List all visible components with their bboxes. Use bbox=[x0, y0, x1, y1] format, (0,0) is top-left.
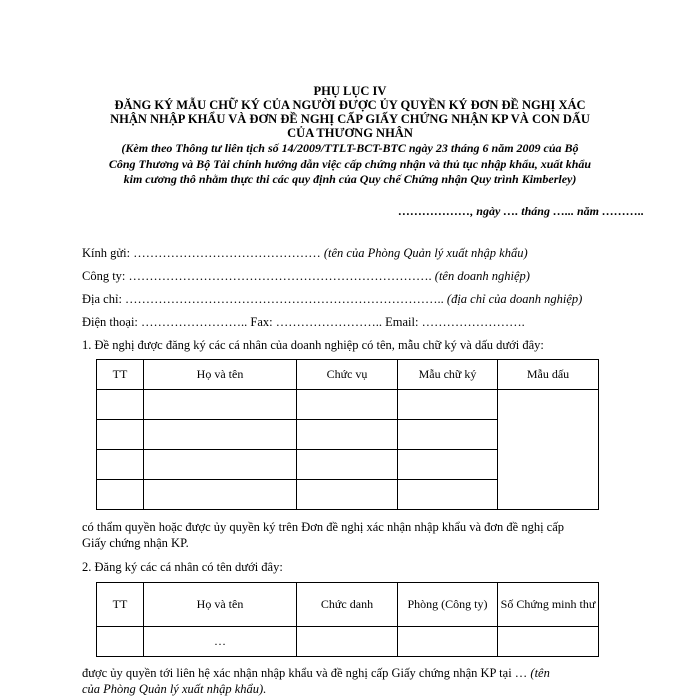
section1-heading: 1. Đề nghị được đăng ký các cá nhân của doanh nghiệp có tên, mẫu chữ ký và dấu dưới đây: bbox=[82, 338, 544, 352]
row-placeholder: … bbox=[214, 634, 226, 648]
table-cell[interactable] bbox=[144, 420, 297, 450]
col-tt: TT bbox=[97, 360, 144, 390]
kinh-gui-label: Kính gửi: ……………………………………… bbox=[82, 246, 321, 260]
col-mau-dau: Mẫu dấu bbox=[498, 360, 599, 390]
table-row bbox=[97, 390, 599, 420]
section1-after-text bbox=[82, 519, 622, 551]
section2-after-hint-1: (tên bbox=[530, 666, 550, 680]
date-line: ………………, ngày …. tháng …... năm ……….. bbox=[398, 204, 644, 218]
table-cell[interactable] bbox=[398, 480, 498, 510]
table-cell[interactable] bbox=[398, 420, 498, 450]
table-cell[interactable] bbox=[97, 480, 144, 510]
section2-after-text bbox=[82, 665, 622, 697]
col-chuc-vu: Chức vụ bbox=[297, 360, 398, 390]
table-cell[interactable] bbox=[97, 627, 144, 657]
col-chuc-danh: Chức danh bbox=[297, 583, 398, 627]
table-cell[interactable] bbox=[144, 480, 297, 510]
title-block bbox=[90, 84, 610, 187]
table-cell[interactable] bbox=[297, 390, 398, 420]
appendix-label: PHỤ LỤC IV bbox=[313, 84, 387, 98]
table-cell[interactable] bbox=[297, 420, 398, 450]
contact-table-header bbox=[97, 583, 599, 627]
dia-chi-label: Địa chỉ: ………………………………………………………………….. bbox=[82, 292, 444, 306]
signature-table bbox=[96, 359, 599, 510]
note-line-1: (Kèm theo Thông tư liên tịch số 14/2009/TTLT-BCT-BTC ngày 23 tháng 6 năm 2009 của Bộ bbox=[121, 141, 579, 155]
dia-chi-hint: (địa chỉ của doanh nghiệp) bbox=[443, 292, 583, 306]
table-row bbox=[97, 627, 599, 657]
table-cell[interactable] bbox=[398, 450, 498, 480]
dia-chi-line bbox=[82, 291, 582, 307]
section2-after-line1 bbox=[82, 665, 622, 681]
section1-after-line1: có thẩm quyền hoặc được ủy quyền ký trên Đơn đề nghị xác nhận nhập khẩu và đơn đề nghị cấp bbox=[82, 520, 565, 534]
cong-ty-hint: (tên doanh nghiệp) bbox=[431, 269, 530, 283]
table-cell[interactable] bbox=[297, 627, 398, 657]
note-line-2: Công Thương và Bộ Tài chính hướng dẫn việc cấp chứng nhận và thủ tục nhập khẩu, xuất khẩu bbox=[108, 156, 592, 171]
table-cell[interactable] bbox=[297, 480, 398, 510]
table-cell[interactable] bbox=[97, 390, 144, 420]
cong-ty-line bbox=[82, 268, 530, 284]
col-ho-ten: Họ và tên bbox=[144, 583, 297, 627]
col-ho-ten: Họ và tên bbox=[144, 360, 297, 390]
table-cell[interactable] bbox=[498, 627, 599, 657]
col-phong: Phòng (Công ty) bbox=[398, 583, 498, 627]
signature-table-header bbox=[97, 360, 599, 390]
section2-after-hint-2: của Phòng Quản lý xuất nhập khẩu). bbox=[82, 682, 267, 696]
table-cell[interactable] bbox=[97, 420, 144, 450]
stamp-cell[interactable] bbox=[498, 390, 599, 510]
table-cell[interactable] bbox=[144, 450, 297, 480]
dien-thoai-line: Điện thoại: …………………….. Fax: …………………….. Email: ……………………. bbox=[82, 315, 525, 329]
table-cell[interactable] bbox=[144, 627, 297, 657]
section1-after-line2: Giấy chứng nhận KP. bbox=[82, 536, 189, 550]
table-cell[interactable] bbox=[398, 390, 498, 420]
table-cell[interactable] bbox=[144, 390, 297, 420]
title-line-1: ĐĂNG KÝ MẪU CHỮ KÝ CỦA NGƯỜI ĐƯỢC ỦY QUYỀN KÝ ĐƠN ĐỀ NGHỊ XÁC bbox=[114, 98, 586, 112]
table-cell[interactable] bbox=[97, 450, 144, 480]
section2-heading: 2. Đăng ký các cá nhân có tên dưới đây: bbox=[82, 560, 283, 574]
col-so-cmt: Số Chứng minh thư bbox=[498, 583, 599, 627]
title-line-3: CỦA THƯƠNG NHÂN bbox=[287, 126, 413, 140]
table-cell[interactable] bbox=[398, 627, 498, 657]
kinh-gui-line bbox=[82, 245, 528, 261]
note-line-3: kim cương thô nhằm thực thi các quy định của Quy chế Chứng nhận Quy trình Kimberley) bbox=[123, 172, 577, 186]
title-line-2: NHẬN NHẬP KHẨU VÀ ĐƠN ĐỀ NGHỊ CẤP GIẤY CHỨNG NHẬN KP VÀ CON DẤU bbox=[110, 112, 590, 126]
cong-ty-label: Công ty: ………………………………………………………………. bbox=[82, 269, 432, 283]
col-mau-chu-ky: Mẫu chữ ký bbox=[398, 360, 498, 390]
kinh-gui-hint: (tên của Phòng Quản lý xuất nhập khẩu) bbox=[320, 246, 528, 260]
col-tt: TT bbox=[97, 583, 144, 627]
contact-table bbox=[96, 582, 599, 657]
section2-after-text-main: được ủy quyền tới liên hệ xác nhận nhập khẩu và đề nghị cấp Giấy chứng nhận KP tại … bbox=[82, 666, 531, 680]
table-cell[interactable] bbox=[297, 450, 398, 480]
